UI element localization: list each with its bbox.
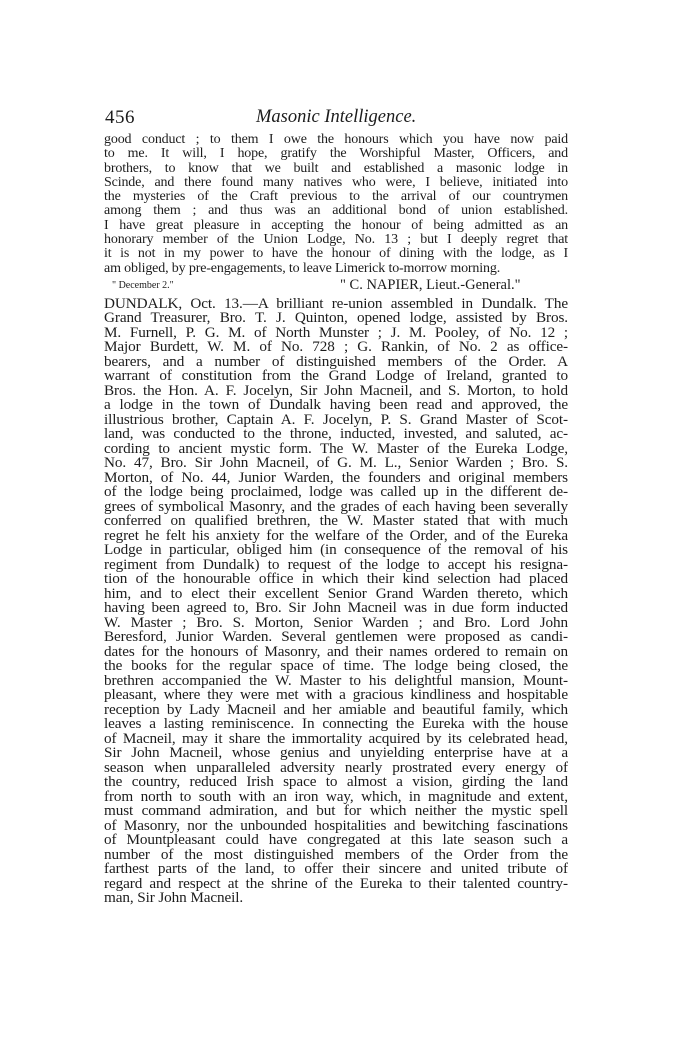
text-line: dates for the honours of Masonry, and their names ordered to remain on [104,644,568,660]
text-line: warrant of constitution from the Grand Lodge of Ireland, granted to [104,369,568,384]
text-line: Beresford, Junior Warden. Several gentlemen were proposed as candi- [104,630,568,645]
text-line: am obliged, by pre-engagements, to leave Limerick to-morrow morning. [104,261,501,276]
text-line: season when unparalleled adversity nearly prostrated every energy of [104,760,568,776]
letter-date: " December 2." [112,279,174,291]
text-line: of Mountpleasant could have congregated at this late season such a [104,833,568,848]
letter-continuation [104,133,568,276]
running-title: Masonic Intelligence. [256,107,417,127]
text-line: of the lodge being proclaimed, lodge was called up in the different de- [104,485,568,500]
text-line: to me. It will, I hope, gratify the Worshipful Master, Officers, and [104,147,568,162]
text-line: Major Burdett, W. M. of No. 728 ; G. Rankin, of No. 2 as office- [104,340,568,355]
running-head [104,107,568,133]
text-line: W. Master ; Bro. S. Morton, Senior Warden ; and Bro. Lord John [104,615,568,631]
text-line: leaves a lasting reminiscence. In connecting the Eureka with the house [104,717,568,732]
text-line: good conduct ; to them I owe the honours which you have now paid [104,133,568,147]
text-line: brothers, to know that we built and established a masonic lodge in [104,161,568,176]
text-line: pleasant, where they were met with a gracious kindliness and hospitable [104,688,568,703]
text-line: from north to south with an iron way, which, in magnitude and extent, [104,789,568,805]
text-line: grees of symbolical Masonry, and the grades of each having been severally [104,499,568,515]
text-line: him, and to elect their excellent Senior Grand Warden thereto, which [104,586,568,602]
text-line: a lodge in the town of Dundalk having been read and approved, the [104,398,568,413]
text-line: Scinde, and there found many natives who were, I believe, initiated into [104,175,568,190]
text-line: regard and respect at the shrine of the Eureka to their talented country- [104,876,568,892]
text-line: honorary member of the Union Lodge, No. 13 ; but I deeply regret that [104,233,568,248]
text-line: reception by Lady Macneil and her amiable and beautiful family, which [104,702,568,718]
text-line: land, was conducted to the throne, inducted, invested, and saluted, ac- [104,427,568,442]
signature-row [104,277,568,295]
text-line: Lodge in particular, obliged him (in consequence of the removal of his [104,543,568,558]
text-line: M. Furnell, P. G. M. of North Munster ; J. M. Pooley, of No. 12 ; [104,325,568,341]
text-line: brethren accompanied the W. Master to his delightful mansion, Mount- [104,673,568,689]
letter-signature: " C. NAPIER, Lieut.-General." [340,276,521,293]
text-line: tion of the honourable office in which their kind selection had placed [104,572,568,587]
text-line: of Masonry, nor the unbounded hospitalities and bewitching fascinations [104,818,568,834]
text-line: Sir John Macneil, whose genius and unyielding enterprise have at a [104,746,568,761]
text-line: farthest parts of the land, to offer their sincere and united tribute of [104,862,568,877]
text-line: the country, reduced Irish space to almost a vision, girding the land [104,775,568,790]
book-page [104,107,568,906]
text-line: it is not in my power to have the honour of dining with the lodge, as I [104,247,568,262]
text-line: I have great pleasure in accepting the honour of being admitted as an [104,218,568,233]
text-line: regret he felt his anxiety for the welfare of the Order, and of the Eureka [104,528,568,544]
text-line: the mysteries of the Craft previous to the arrival of our countrymen [104,190,568,205]
text-line: cording to ancient mystic form. The W. Master of the Eureka Lodge, [104,441,568,457]
text-line: Morton, of No. 44, Junior Warden, the founders and original members [104,470,568,486]
text-line: DUNDALK, Oct. 13.—A brilliant re-union assembled in Dundalk. The [104,296,568,312]
text-line: number of the most distinguished members of the Order from the [104,847,568,863]
text-line: having been agreed to, Bro. Sir John Macneil was in due form inducted [104,601,568,616]
text-line: Bros. the Hon. A. F. Jocelyn, Sir John Macneil, and S. Morton, to hold [104,383,568,399]
text-line: Grand Treasurer, Bro. T. J. Quinton, opened lodge, assisted by Bros. [104,311,568,326]
text-line: illustrious brother, Captain A. F. Jocelyn, P. S. Grand Master of Scot- [104,412,568,428]
text-line: must command admiration, and but for which neither the mystic spell [104,804,568,819]
text-line: conferred on qualified brethren, the W. Master stated that with much [104,514,568,529]
text-line: the books for the regular space of time. The lodge being closed, the [104,659,568,674]
page-number: 456 [105,107,135,128]
dundalk-report [104,297,568,906]
text-line: among them ; and thus was an additional bond of union established. [104,204,568,219]
text-line: bearers, and a number of distinguished members of the Order. A [104,354,568,370]
text-line: man, Sir John Macneil. [104,891,244,906]
text-line: No. 47, Bro. Sir John Macneil, of G. M. L., Senior Warden ; Bro. S. [104,456,568,471]
text-line: of Macneil, may it share the immortality acquired by its celebrated head, [104,731,568,747]
text-line: regiment from Dundalk) to request of the lodge to accept his resigna- [104,557,568,573]
